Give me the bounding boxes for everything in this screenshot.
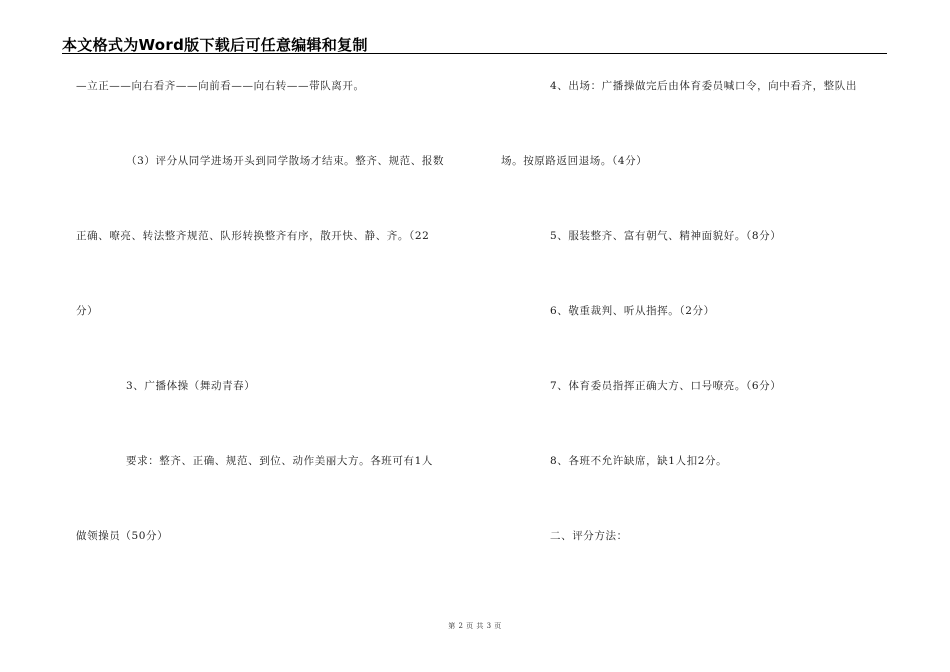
paragraph-line: 4、出场：广播操做完后由体育委员喊口令，向中看齐，整队出 — [550, 80, 857, 92]
paragraph-line: 要求：整齐、正确、规范、到位、动作美丽大方。各班可有1人 — [126, 455, 433, 467]
paragraph-line: 分） — [76, 305, 99, 317]
page-header-title: 本文格式为Word版下载后可任意编辑和复制 — [62, 36, 368, 54]
page-number: 第 2 页 共 3 页 — [448, 622, 502, 630]
paragraph-line: —立正——向右看齐——向前看——向右转——带队离开。 — [76, 80, 365, 92]
paragraph-line: 6、敬重裁判、听从指挥。（2分） — [550, 305, 715, 317]
section-heading: 二、评分方法： — [550, 530, 628, 542]
paragraph-line: 8、各班不允许缺席，缺1人扣2分。 — [550, 455, 728, 467]
paragraph-line: 场。按原路返回退场。（4分） — [501, 155, 648, 167]
section-heading: 3、广播体操（舞动青春） — [126, 380, 256, 392]
header-divider — [62, 53, 887, 54]
paragraph-line: 7、体育委员指挥正确大方、口号嘹亮。（6分） — [550, 380, 782, 392]
paragraph-line: 正确、嘹亮、转法整齐规范、队形转换整齐有序，散开快、静、齐。（22 — [76, 230, 430, 242]
paragraph-line: （3）评分从同学进场开头到同学散场才结束。整齐、规范、报数 — [126, 155, 445, 167]
paragraph-line: 5、服装整齐、富有朝气、精神面貌好。（8分） — [550, 230, 782, 242]
paragraph-line: 做领操员（50分） — [76, 530, 169, 542]
